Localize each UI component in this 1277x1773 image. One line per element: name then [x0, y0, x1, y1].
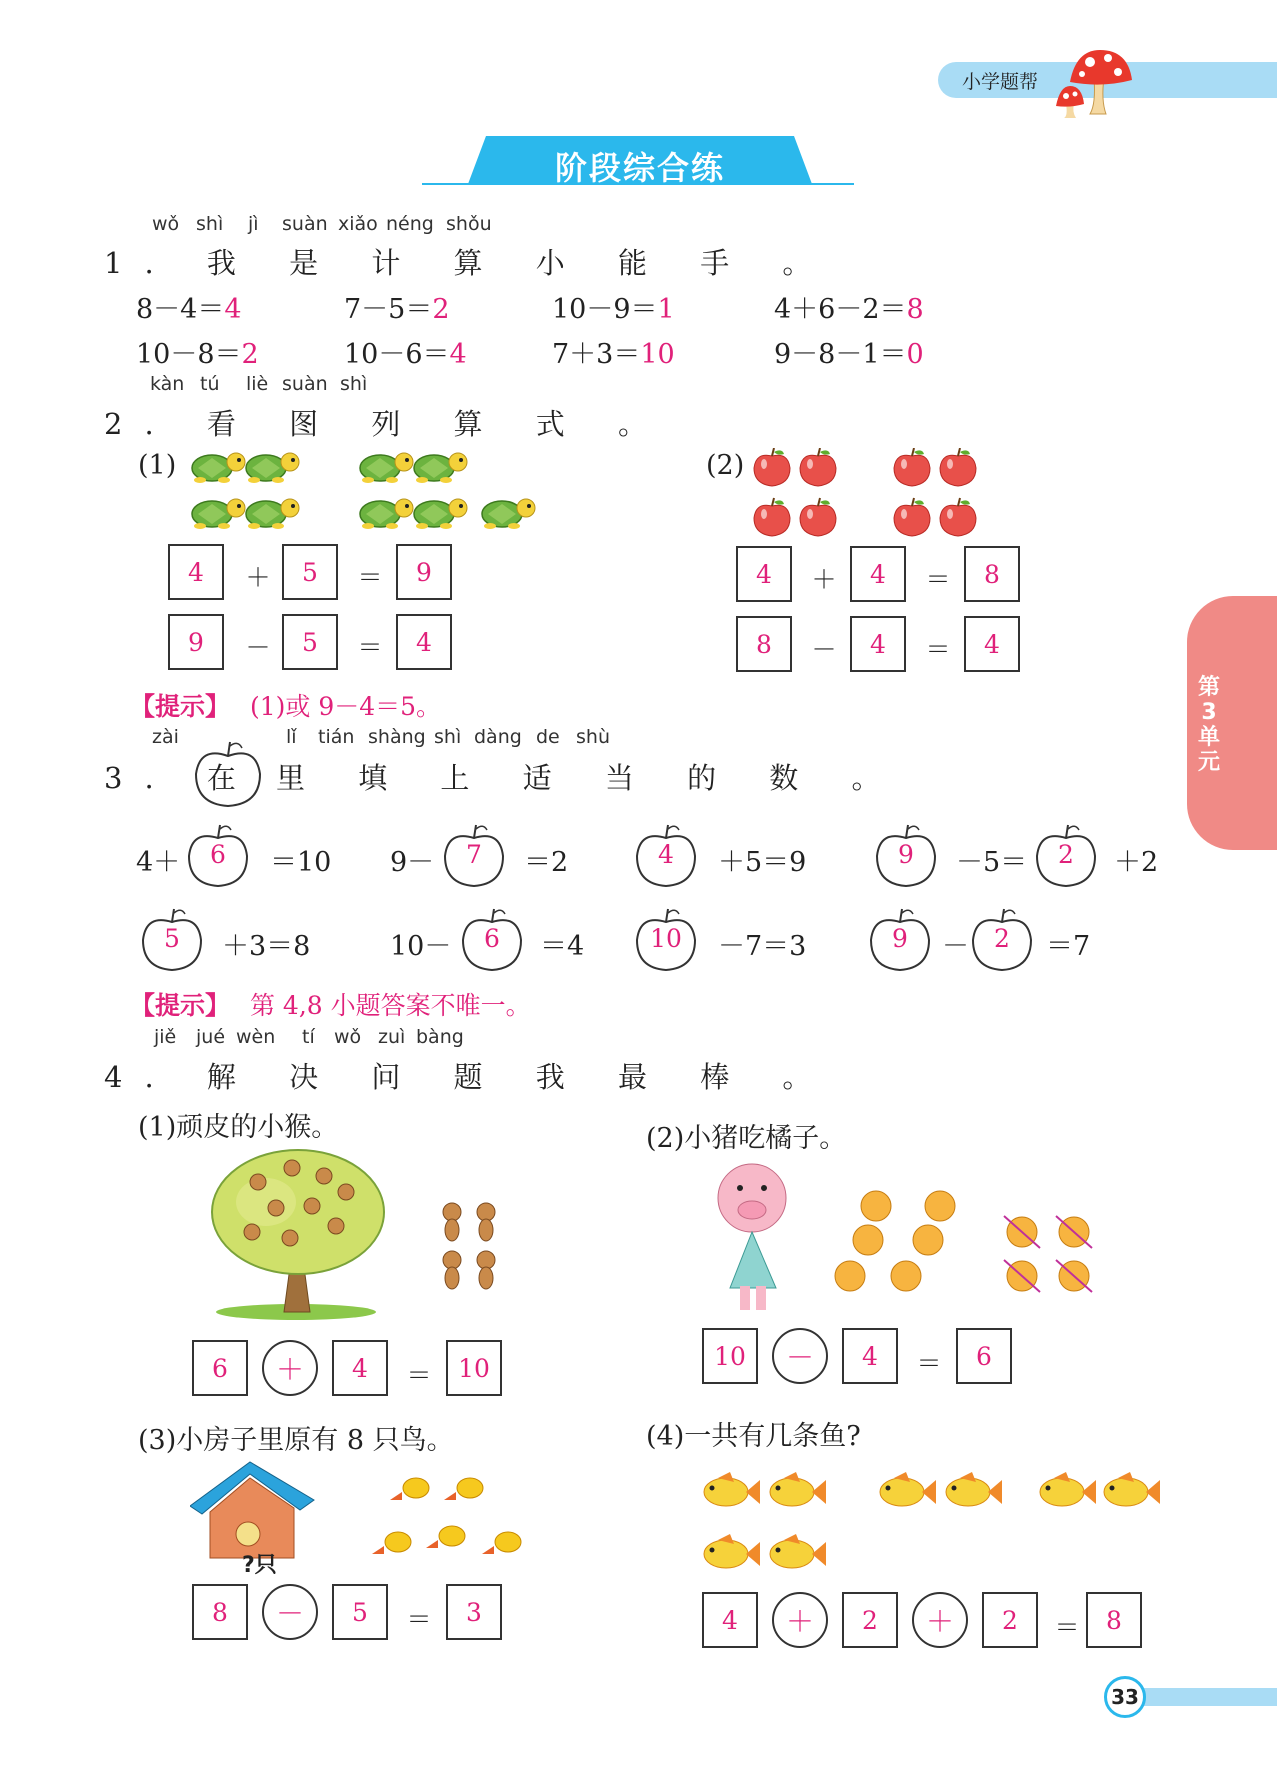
- operator: ＝: [925, 635, 951, 664]
- apple-answer[interactable]: 2: [970, 906, 1034, 972]
- q3-tip: [130, 986, 531, 1022]
- q3-title-suffix: 里 填 上 适 当 的 数 。: [276, 761, 903, 795]
- apple-answer[interactable]: 9: [868, 906, 932, 972]
- page-title: 阶段综合练: [554, 149, 725, 187]
- unit-side-tab-label: 第3单元: [1197, 675, 1220, 775]
- tip-label: 【提示】: [130, 991, 231, 1020]
- operator: ＋: [811, 565, 837, 594]
- answer-box[interactable]: 4: [850, 616, 906, 672]
- q2-part2-label: (2): [706, 450, 745, 481]
- q2-part1-label: (1): [138, 450, 177, 481]
- answer-box[interactable]: 4: [396, 614, 452, 670]
- tip-text: (1)或 9－4＝5。: [249, 692, 442, 721]
- operator-circle[interactable]: ＋: [912, 1592, 968, 1648]
- operator: ＝: [357, 633, 383, 662]
- answer-box[interactable]: 4: [850, 546, 906, 602]
- page-number: 33: [1111, 1685, 1139, 1709]
- q1-item: 10－8＝2: [136, 339, 259, 370]
- q3-text: 10－: [390, 931, 452, 962]
- apple-answer[interactable]: 9: [874, 822, 938, 888]
- operator-circle[interactable]: －: [772, 1328, 828, 1384]
- q3-text: ＝7: [1046, 931, 1091, 962]
- operator: ＝: [925, 565, 951, 594]
- apple-answer[interactable]: 2: [1034, 822, 1098, 888]
- answer-box[interactable]: 8: [192, 1584, 248, 1640]
- q3-text: ＝2: [524, 847, 569, 878]
- tip-text: 第 4,8 小题答案不唯一。: [249, 991, 531, 1020]
- q3-text: ＋2: [1114, 847, 1159, 878]
- operator: ＝: [406, 1361, 432, 1390]
- answer-box[interactable]: 9: [168, 614, 224, 670]
- answer-box[interactable]: 6: [192, 1340, 248, 1396]
- q3-text: －: [942, 931, 969, 962]
- q1-title: 1. 我 是 计 算 小 能 手 。: [104, 246, 834, 280]
- answer-box[interactable]: 8: [1086, 1592, 1142, 1648]
- tip-label: 【提示】: [130, 692, 231, 721]
- apple-answer[interactable]: 10: [634, 906, 698, 972]
- apple-answer[interactable]: 6: [460, 906, 524, 972]
- answer-box[interactable]: 4: [332, 1340, 388, 1396]
- brand-label: 小学题帮: [962, 71, 1039, 93]
- pig-oranges-illustration: [700, 1158, 1100, 1318]
- q3-text: ＋5＝9: [718, 847, 807, 878]
- operator: －: [245, 633, 271, 662]
- answer-box[interactable]: 10: [702, 1328, 758, 1384]
- q1-item: 8－4＝4: [136, 294, 242, 325]
- answer-box[interactable]: 5: [282, 544, 338, 600]
- apples-illustration: [752, 448, 982, 538]
- answer-box[interactable]: 5: [332, 1584, 388, 1640]
- apple-answer[interactable]: 7: [442, 822, 506, 888]
- operator: ＝: [916, 1349, 942, 1378]
- answer-box[interactable]: 2: [982, 1592, 1038, 1648]
- q2-title: 2. 看 图 列 算 式 。: [104, 407, 669, 441]
- answer-box[interactable]: 9: [396, 544, 452, 600]
- answer-box[interactable]: 4: [964, 616, 1020, 672]
- turtles-illustration: [190, 448, 540, 538]
- q4-part3-title: (3)小房子里原有 8 只鸟。: [138, 1425, 454, 1456]
- q4-part2-title: (2)小猪吃橘子。: [646, 1123, 847, 1154]
- operator: －: [811, 635, 837, 664]
- q1-item: 10－6＝4: [344, 339, 467, 370]
- answer-box[interactable]: 8: [736, 616, 792, 672]
- answer-box[interactable]: 8: [964, 546, 1020, 602]
- answer-box[interactable]: 10: [446, 1340, 502, 1396]
- q3-text: ＝4: [540, 931, 585, 962]
- answer-box[interactable]: 6: [956, 1328, 1012, 1384]
- q3-text: 9－: [390, 847, 435, 878]
- q4-part4-title: (4)一共有几条鱼?: [646, 1421, 861, 1452]
- answer-box[interactable]: 4: [702, 1592, 758, 1648]
- q3-text: 4＋: [136, 847, 181, 878]
- apple-answer[interactable]: 5: [140, 906, 204, 972]
- answer-box[interactable]: 4: [736, 546, 792, 602]
- operator: ＝: [406, 1605, 432, 1634]
- unknown-birds-label: ?只: [242, 1553, 277, 1578]
- footer-band: [1130, 1688, 1277, 1706]
- operator: ＝: [1054, 1613, 1080, 1642]
- operator-circle[interactable]: －: [262, 1584, 318, 1640]
- apple-answer[interactable]: 6: [186, 822, 250, 888]
- answer-box[interactable]: 3: [446, 1584, 502, 1640]
- q1-item: 9－8－1＝0: [774, 339, 924, 370]
- apple-answer[interactable]: 4: [634, 822, 698, 888]
- answer-box[interactable]: 4: [842, 1328, 898, 1384]
- answer-box[interactable]: 5: [282, 614, 338, 670]
- q1-item: 7＋3＝10: [552, 339, 675, 370]
- operator-circle[interactable]: ＋: [262, 1340, 318, 1396]
- mushroom-icon: [1056, 44, 1146, 118]
- answer-box[interactable]: 2: [842, 1592, 898, 1648]
- q4-part1-title: (1)顽皮的小猴。: [138, 1112, 339, 1143]
- apple-outline-icon: [192, 738, 264, 810]
- q3-text: －7＝3: [718, 931, 807, 962]
- q3-text: ＋3＝8: [222, 931, 311, 962]
- q4-title: 4. 解 决 问 题 我 最 棒 。: [104, 1060, 834, 1094]
- q3-text: －5＝: [956, 847, 1028, 878]
- q3-text: ＝10: [270, 847, 332, 878]
- answer-box[interactable]: 4: [168, 544, 224, 600]
- q1-item: 7－5＝2: [344, 294, 450, 325]
- operator: ＝: [357, 563, 383, 592]
- operator-circle[interactable]: ＋: [772, 1592, 828, 1648]
- q1-item: 4＋6－2＝8: [774, 294, 924, 325]
- q2-tip: [130, 687, 441, 723]
- tree-monkeys-illustration: [206, 1142, 506, 1322]
- fish-illustration: [700, 1466, 1160, 1586]
- operator: ＋: [245, 563, 271, 592]
- q3-title-prefix: 3. 在: [104, 761, 258, 795]
- q1-item: 10－9＝1: [552, 294, 675, 325]
